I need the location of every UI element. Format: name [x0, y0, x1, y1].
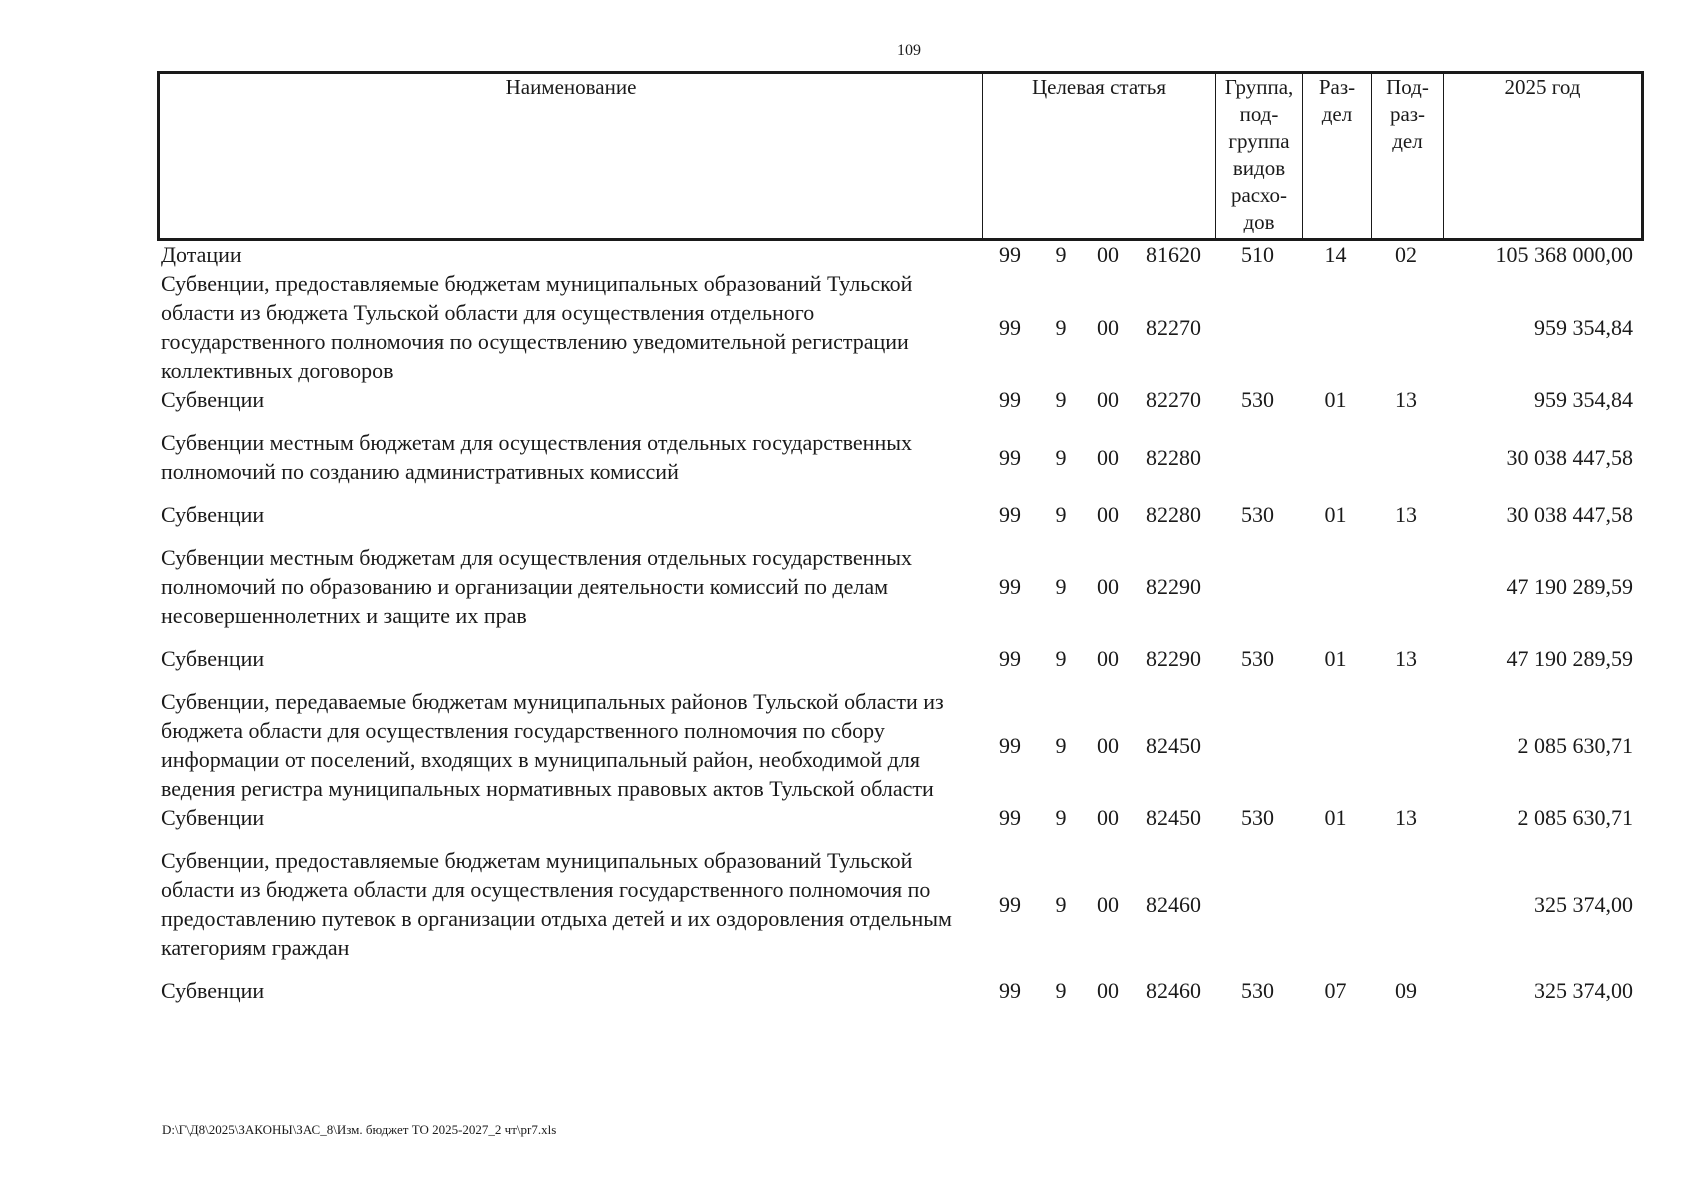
table-row: [157, 543, 1641, 644]
target-part-3: 00: [1097, 444, 1119, 470]
expense-group: 530: [1241, 646, 1274, 671]
row-name: Субвенции: [161, 387, 265, 412]
header-name: Наименование: [159, 73, 983, 240]
target-part-4: 82280: [1146, 502, 1201, 527]
row-name: Дотации: [161, 242, 242, 267]
table-row: [157, 240, 1641, 269]
table-row: [157, 385, 1641, 428]
target-part-2: 9: [1055, 242, 1067, 267]
amount-2025: 325 374,00: [1534, 978, 1633, 1003]
amount-2025: 47 190 289,59: [1506, 574, 1633, 599]
subsection: 09: [1395, 978, 1417, 1003]
target-part-3: 00: [1097, 242, 1119, 267]
target-part-3: 00: [1097, 574, 1119, 599]
section: [1301, 428, 1370, 500]
section: 01: [1324, 502, 1347, 527]
table-header: [157, 71, 1644, 241]
amount-2025: 959 354,84: [1534, 387, 1633, 412]
target-part-4: 82290: [1146, 646, 1201, 671]
table-row: [157, 428, 1641, 500]
expense-group: 510: [1241, 242, 1274, 267]
target-part-2: 9: [1055, 574, 1067, 599]
section: [1301, 269, 1370, 385]
subsection: 13: [1395, 646, 1417, 671]
subsection: 02: [1395, 242, 1417, 267]
subsection: [1370, 543, 1442, 644]
row-name: Субвенции местным бюджетам для осуществления отдельных государственных полномочий по созданию административных комиссий: [161, 430, 912, 484]
expense-group: 530: [1241, 387, 1274, 412]
subsection: [1370, 428, 1442, 500]
row-name: Субвенции, предоставляемые бюджетам муниципальных образований Тульской области из бюджета Тульской области для осуществления отдельного государственного полномочия по осуществлению уведомительной регистрации коллективных договоров: [161, 271, 913, 383]
header-expense-group: Группа, под-группа видов расхо-дов: [1216, 73, 1303, 240]
target-part-1: 99: [999, 444, 1021, 470]
section: 14: [1324, 242, 1347, 267]
expense-group: 530: [1241, 805, 1274, 830]
amount-2025: 2 085 630,71: [1517, 732, 1633, 758]
target-part-1: 99: [999, 732, 1021, 758]
section: 07: [1324, 978, 1347, 1003]
target-part-1: 99: [999, 978, 1021, 1003]
header-target-article: Целевая статья: [983, 73, 1216, 240]
row-name: Субвенции: [161, 646, 265, 671]
section: 01: [1324, 387, 1347, 412]
target-part-1: 99: [999, 242, 1021, 267]
section: [1301, 687, 1370, 803]
target-part-1: 99: [999, 891, 1021, 917]
amount-2025: 325 374,00: [1534, 891, 1633, 917]
amount-2025: 105 368 000,00: [1495, 242, 1633, 267]
target-part-3: 00: [1097, 891, 1119, 917]
target-part-2: 9: [1055, 502, 1067, 527]
subsection: [1370, 687, 1442, 803]
target-part-4: 82460: [1146, 978, 1201, 1003]
target-part-3: 00: [1097, 502, 1119, 527]
subsection: [1370, 846, 1442, 976]
data-table: [157, 240, 1641, 1005]
target-part-4: 82450: [1146, 732, 1201, 758]
row-name: Субвенции: [161, 502, 265, 527]
target-part-1: 99: [999, 314, 1021, 340]
amount-2025: 47 190 289,59: [1506, 646, 1633, 671]
target-part-3: 00: [1097, 732, 1119, 758]
target-part-1: 99: [999, 646, 1021, 671]
expense-group: [1214, 543, 1301, 644]
table-row: [157, 976, 1641, 1005]
target-part-2: 9: [1055, 646, 1067, 671]
section: [1301, 543, 1370, 644]
section: [1301, 846, 1370, 976]
target-part-1: 99: [999, 805, 1021, 830]
table-row: [157, 687, 1641, 803]
table-row: [157, 803, 1641, 846]
subsection: 13: [1395, 805, 1417, 830]
target-part-3: 00: [1097, 387, 1119, 412]
amount-2025: 30 038 447,58: [1506, 444, 1633, 470]
target-part-4: 82290: [1146, 574, 1201, 599]
target-part-4: 82460: [1146, 891, 1201, 917]
row-name: Субвенции, предоставляемые бюджетам муниципальных образований Тульской области из бюджета области для осуществления государственного полномочия по предоставлению путевок в организации отдыха детей и их оздоровления отдельным категориям граждан: [161, 848, 952, 960]
target-part-4: 82280: [1146, 444, 1201, 470]
table-row: [157, 846, 1641, 976]
target-part-1: 99: [999, 574, 1021, 599]
amount-2025: 2 085 630,71: [1517, 805, 1633, 830]
expense-group: [1214, 846, 1301, 976]
target-part-3: 00: [1097, 805, 1119, 830]
target-part-1: 99: [999, 387, 1021, 412]
target-part-1: 99: [999, 502, 1021, 527]
expense-group: [1214, 687, 1301, 803]
target-part-2: 9: [1055, 732, 1067, 758]
subsection: 13: [1395, 502, 1417, 527]
table-row: [157, 644, 1641, 687]
target-part-3: 00: [1097, 314, 1119, 340]
header-subsection: Под-раз-дел: [1372, 73, 1444, 240]
table-row: [157, 500, 1641, 543]
target-part-2: 9: [1055, 978, 1067, 1003]
row-name: Субвенции, передаваемые бюджетам муниципальных районов Тульской области из бюджета области для осуществления государственного полномочия по сбору информации от поселений, входящих в муниципальный район, необходимой для ведения регистра муниципальных нормативных правовых актов Тульской области: [161, 689, 944, 801]
footer-file-path: D:\Г\Д8\2025\ЗАКОНЫ\ЗАС_8\Изм. бюджет ТО 2025-2027_2 чт\pr7.xls: [162, 1122, 557, 1137]
target-part-2: 9: [1055, 805, 1067, 830]
target-part-2: 9: [1055, 891, 1067, 917]
target-part-4: 81620: [1146, 242, 1201, 267]
page-number: 109: [897, 42, 921, 59]
target-part-2: 9: [1055, 314, 1067, 340]
target-part-3: 00: [1097, 646, 1119, 671]
target-part-2: 9: [1055, 444, 1067, 470]
row-name: Субвенции местным бюджетам для осуществления отдельных государственных полномочий по образованию и организации деятельности комиссий по делам несовершеннолетних и защите их прав: [161, 545, 912, 628]
target-part-4: 82450: [1146, 805, 1201, 830]
section: 01: [1324, 646, 1347, 671]
header-section: Раз-дел: [1303, 73, 1372, 240]
expense-group: 530: [1241, 978, 1274, 1003]
header-year: 2025 год: [1444, 73, 1643, 240]
row-name: Субвенции: [161, 978, 265, 1003]
amount-2025: 959 354,84: [1534, 314, 1633, 340]
amount-2025: 30 038 447,58: [1506, 502, 1633, 527]
target-part-4: 82270: [1146, 387, 1201, 412]
subsection: 13: [1395, 387, 1417, 412]
expense-group: [1214, 428, 1301, 500]
target-part-2: 9: [1055, 387, 1067, 412]
target-part-4: 82270: [1146, 314, 1201, 340]
row-name: Субвенции: [161, 805, 265, 830]
target-part-3: 00: [1097, 978, 1119, 1003]
expense-group: 530: [1241, 502, 1274, 527]
expense-group: [1214, 269, 1301, 385]
section: 01: [1324, 805, 1347, 830]
subsection: [1370, 269, 1442, 385]
table-row: [157, 269, 1641, 385]
